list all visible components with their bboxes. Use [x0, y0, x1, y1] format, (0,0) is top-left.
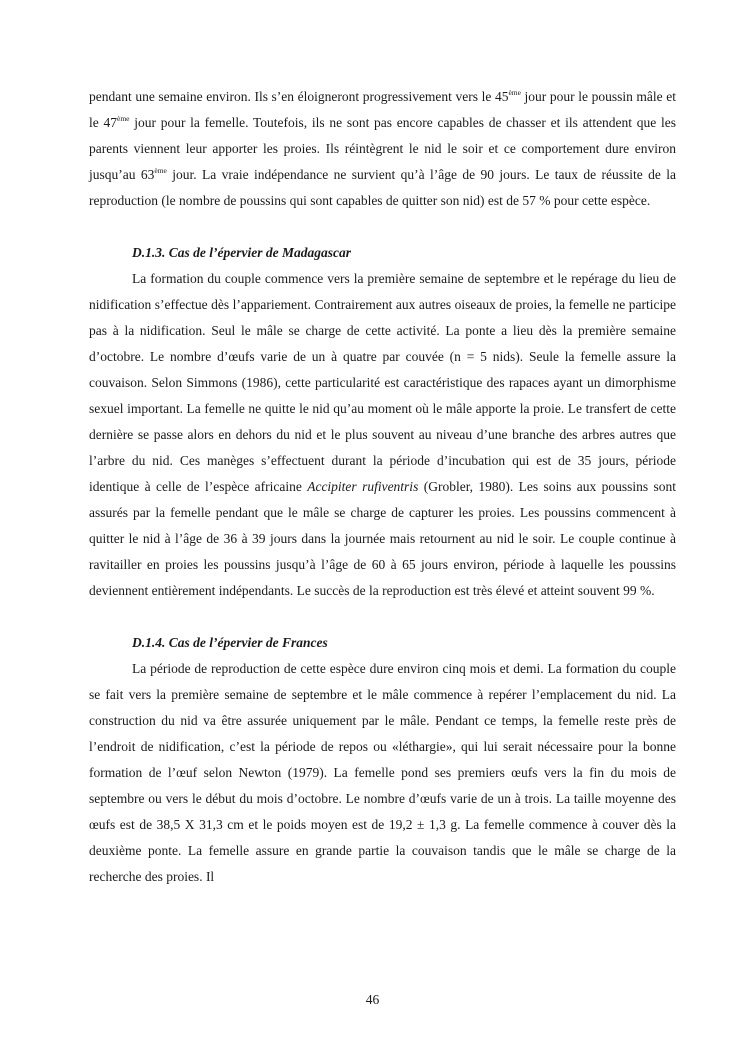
- page-number: 46: [365, 992, 380, 1007]
- page-body: [89, 84, 676, 890]
- species-name: Accipiter rufiventris: [307, 479, 419, 494]
- text-run: jour pour la femelle. Toutefois, ils ne sont pas encore capables de chasser et ils attendent que les parents viennent leur apporter les proies. Ils réintègrent le nid le soir et ce comportement dure environ jusqu’au 63: [89, 115, 677, 182]
- spacer: [89, 214, 676, 240]
- spacer: [89, 604, 676, 630]
- superscript: ème: [154, 166, 167, 175]
- text-run: (Grobler, 1980). Les soins aux poussins sont assurés par la femelle pendant que le mâle se charge de capturer les proies. Les poussins commencent à quitter le nid à l’âge de 36 à 39 jours dans la journée mais retournent au nid le soir. Le couple continue à ravitailler en proies les poussins jusqu’à l’âge de 60 à 65 jours environ, période à laquelle les poussins deviennent entièrement indépendants. Le succès de la reproduction est très élevé et atteint souvent 99 %.: [89, 479, 676, 598]
- section-heading-frances: D.1.4. Cas de l’épervier de Frances: [132, 635, 328, 650]
- section-paragraph-frances: La période de reproduction de cette espèce dure environ cinq mois et demi. La formation du couple se fait vers la première semaine de septembre et le mâle commence à repérer l’emplacement du nid. La construction du nid va être assurée uniquement par le mâle. Pendant ce temps, la femelle reste près de l’endroit de nidification, c’est la période de repos ou «léthargie», qui lui serait nécessaire pour la bonne formation de l’œuf selon Newton (1979). La femelle pond ses premiers œufs vers la fin du mois de septembre ou vers le début du mois d’octobre. Le nombre d’œufs varie de un à trois. La taille moyenne des œufs est de 38,5 X 31,3 cm et le poids moyen est de 19,2 ± 1,3 g. La femelle commence à couver dès la deuxième ponte. La femelle assure en grande partie la couvaison tandis que le mâle se charge de la recherche des proies. Il: [89, 661, 676, 884]
- superscript: ème: [116, 114, 130, 123]
- text-run: jour pour le poussin mâle et le 47: [89, 89, 676, 130]
- text-run: pendant une semaine environ. Ils s’en éloigneront progressivement vers le 45: [89, 89, 509, 104]
- superscript: ème: [508, 88, 521, 97]
- text-run: jour. La vraie indépendance ne survient qu’à l’âge de 90 jours. Le taux de réussite de la reproduction (le nombre de poussins qui sont capables de quitter son nid) est de 57 % pour cette espèce.: [89, 167, 676, 208]
- intro-paragraph: [89, 84, 676, 214]
- section-heading-madagascar: D.1.3. Cas de l’épervier de Madagascar: [132, 245, 351, 260]
- section-paragraph-madagascar: [89, 266, 676, 604]
- text-run: La formation du couple commence vers la première semaine de septembre et le repérage du lieu de nidification s’effectue dès l’appariement. Contrairement aux autres oiseaux de proies, la femelle ne participe pas à la nidification. Seul le mâle se charge de cette activité. La ponte a lieu dès la première semaine d’octobre. Le nombre d’œufs varie de un à quatre par couvée (n = 5 nids). Seule la femelle assure la couvaison. Selon Simmons (1986), cette particularité est caractéristique des rapaces ayant un dimorphisme sexuel important. La femelle ne quitte le nid qu’au moment où le mâle apporte la proie. Le transfert de cette dernière se passe alors en dehors du nid et le plus souvent au niveau d’une branche des arbres autres que l’arbre du nid. Ces manèges s’effectuent durant la période d’incubation qui est de 35 jours, période identique à celle de l’espèce africaine: [89, 271, 676, 494]
